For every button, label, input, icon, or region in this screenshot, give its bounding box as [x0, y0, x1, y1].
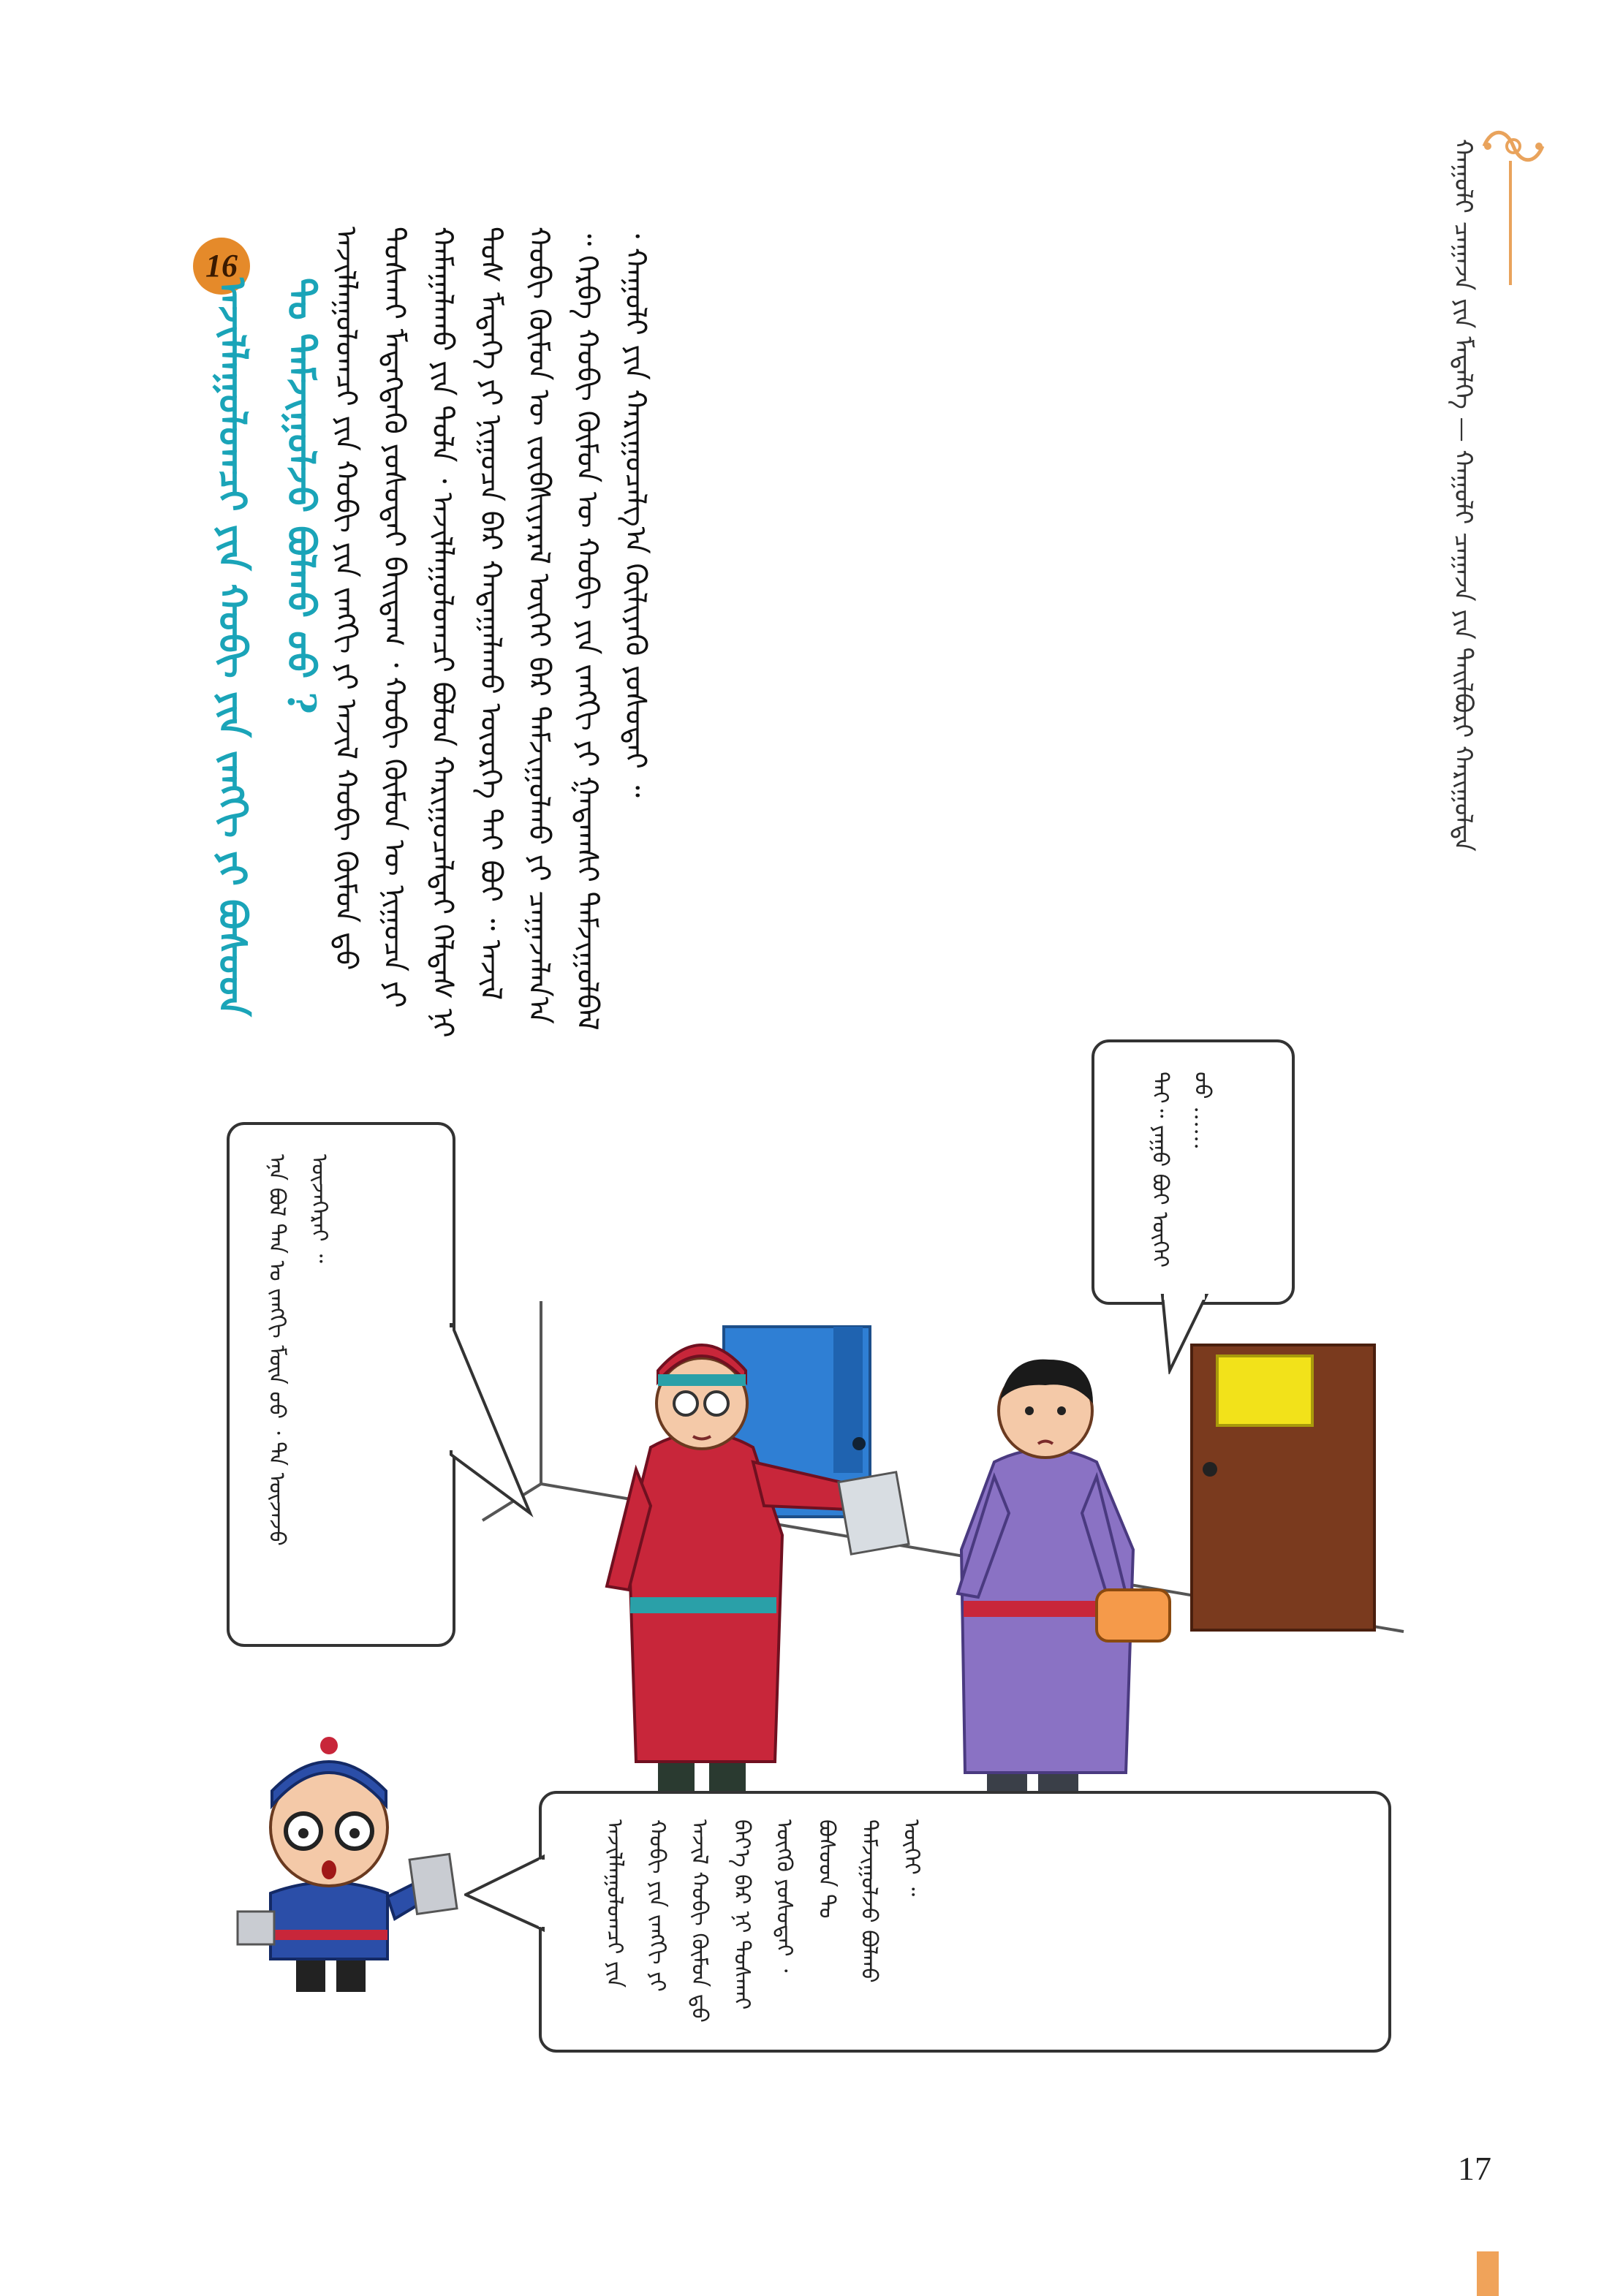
- running-header-text: ᠬᠠᠭᠤᠯᠢ ᠴᠠᠭᠠᠵᠠ ᠶᠢᠨ ᠮᠡᠳᠡᠯᠭᠡ — ᠬᠠᠭᠤᠯᠢ ᠴᠠᠭᠠᠵᠠ ᠶᠢᠨ ᠲᠠᠢᠯᠪᠤᠷᠢ ᠬᠠᠷᠢᠭᠤᠯᠲᠠ: [1448, 139, 1478, 852]
- page-edge-tab: [1477, 2251, 1499, 2296]
- speech-bubble-left: [227, 1122, 455, 1647]
- question-text: ᠠᠵᠢᠯᠯᠠᠭᠤᠯᠤᠭᠴᠢ ᠶᠢᠨ ᠬᠤᠪᠢ ᠶᠢᠨ ᠵᠠᠩᠭᠢ ᠶᠢ ᠪᠤᠰᠤᠳ ᠲᠤ ᠳᠠᠮᠵᠢᠭᠤᠯᠵᠤ ᠪᠤᠯᠬᠤ ᠤᠤ ?: [210, 278, 323, 1017]
- running-header: [1433, 139, 1491, 906]
- question-number: 16: [205, 248, 238, 284]
- body-paragraph: ᠠᠵᠢᠯᠯᠠᠭᠤᠯᠤᠭᠴᠢ ᠶᠢᠨ ᠬᠤᠪᠢ ᠶᠢᠨ ᠵᠠᠩᠭᠢ ᠶᠢ ᠠᠵᠢᠯ ᠬᠤᠪᠢ ᠬᠦᠮᠦᠨ ᠳ᠋ᠦ ᠲᠤᠰᠬᠠᠢ ᠮᠡᠳᠡᠭᠳᠡᠬᠦ ᠶᠤᠰᠤᠲᠠᠢ ᠪᠠᠢᠳᠠᠭ ᠂ ᠬᠤᠪᠢ ᠬᠦᠮᠦᠨ ᠦ ᠨᠢᠭᠤᠴᠠ ᠶᠢ ᠬᠠᠮᠠᠭᠠᠯᠠᠬᠤ ᠶᠢᠨ ᠲᠤᠯᠠ ᠂ ᠠᠵᠢᠯᠯᠠᠭᠤᠯᠤᠭᠴᠢ ᠪᠤᠯᠤᠨ ᠬᠠᠷᠢᠭᠤᠴᠠᠯᠲᠠᠢ ᠬᠡᠯᠲᠡᠰ ᠨᠢ ᠲᠤᠰ ᠮᠡᠳᠡᠭᠡ ᠶᠢ ᠨᠢᠭᠤᠴᠠ ᠪᠠᠷ ᠬᠠᠳᠠᠭᠠᠯᠠᠬᠤ ᠦᠦᠷᠭᠡ ᠲᠠᠢ ᠪᠤᠢ ᠃ ᠠᠵᠢᠯ ᠬᠤᠪᠢ ᠬᠦᠮᠦᠨ ᠦ ᠵᠦᠪᠰᠢᠶᠡᠷᠡᠯ ᠦᠭᠡᠢ ᠪᠡᠷ ᠳᠠᠮᠵᠢᠭᠤᠯᠬᠤ ᠶᠢ ᠴᠠᠭᠠᠵᠠᠯᠠᠨ᠎ᠠ ᠃ ᠬᠡᠷᠪᠡ ᠬᠤᠪᠢ ᠬᠦᠮᠦᠨ ᠦ ᠬᠤᠪᠢ ᠶᠢᠨ ᠵᠠᠩᠭᠢ ᠶᠢ ᠭᠠᠳᠠᠭᠰᠢ ᠳᠠᠮᠵᠢᠭᠤᠯᠪᠠᠯ ᠂ ᠬᠠᠭᠤᠯᠢ ᠶᠢᠨ ᠬᠠᠷᠢᠭᠤᠴᠠᠯᠭ᠎ᠠ ᠬᠦᠯᠢᠶᠡᠬᠦ ᠶᠤᠰᠤᠲᠠᠢ ᠃: [329, 227, 652, 1038]
- speech-bubble-bottom-text: ᠠᠵᠢᠯᠯᠠᠭᠤᠯᠤᠭᠴᠢ ᠶᠢᠨ ᠬᠤᠪᠢ ᠶᠢᠨ ᠵᠠᠩᠭᠢ ᠶᠢ ᠠᠵᠢᠯ ᠬᠤᠪᠢ ᠬᠦᠮᠦᠨ ᠳ᠋ᠦ ᠪᠡᠶ᠎ᠡ ᠪᠡᠷ ᠨᠢ ᠲᠤᠰᠬᠠᠢ ᠦᠭᠬᠦ ᠶᠤᠰᠤᠲᠠᠢ ᠂ ᠪᠤᠰᠤᠳ ᠲᠤ ᠳᠠᠮᠵᠢᠭᠤᠯᠵᠤ ᠪᠤᠯᠬᠤ ᠦᠭᠡᠢ ᠃: [602, 1819, 924, 2023]
- speech-bubble-right-text: ᠲᠡᠢ᠃ ᠶᠠᠭᠤ ᠪᠤᠢ ᠦᠭᠡᠢ ᠤᠤ ……: [1147, 1072, 1215, 1268]
- boy-with-glasses: [219, 1732, 461, 2017]
- page-number: 17: [1458, 2150, 1491, 2187]
- speech-bubble-left-tail: [442, 1323, 537, 1520]
- speech-bubble-right-tail: [1155, 1294, 1214, 1374]
- comic-illustration: [439, 1301, 1448, 1806]
- man-purple-robe: [958, 1360, 1170, 1802]
- speech-bubble-right: [1092, 1039, 1295, 1305]
- brown-door: [1192, 1345, 1374, 1630]
- speech-bubble-bottom-tail: [464, 1849, 545, 1937]
- speech-bubble-bottom: [539, 1791, 1391, 2053]
- header-rule: [1509, 161, 1512, 285]
- speech-bubble-left-text: ᠡᠨᠡ ᠪᠤᠯ ᠲᠠᠨ ᠤ ᠵᠠᠩᠭᠢ ᠮᠦᠨ ᠦᠦ ᠂ ᠲᠠ ᠦᠵᠡᠵᠦ ᠦᠵᠡᠭᠡᠷᠡᠢ ᠃: [264, 1154, 332, 1546]
